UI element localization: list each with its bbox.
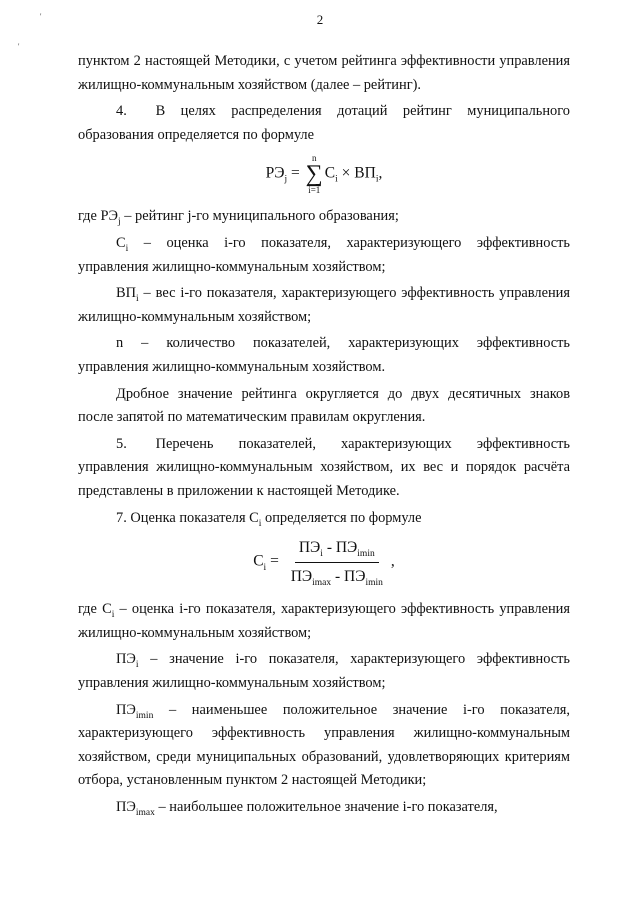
definition-pei: $ПЭ_i$ – значение i-го показателя, характеризующего эффективность управления жилищно-коммунальным хозяйством; bbox=[78, 651, 570, 692]
fraction-denominator: $ПЭ_{imax} - ПЭ_{imin}$ bbox=[290, 567, 383, 588]
paragraph-item-7: 7. Оценка показателя $C_i$ определяется по формуле bbox=[116, 509, 422, 529]
document-body bbox=[78, 50, 570, 823]
paragraph-1: пунктом 2 настоящей Методики, с учетом рейтинга эффективности управления жилищно-коммунальным хозяйством (далее – рейтинг). bbox=[78, 53, 570, 93]
definition-rej: где $РЭ_j$ – рейтинг j-го муниципального образования; bbox=[78, 208, 399, 228]
fraction-numerator: $ПЭ_i - ПЭ_{imin}$ bbox=[295, 536, 379, 563]
item-number-4: 4. bbox=[116, 103, 127, 120]
definition-pei-max: $ПЭ_{imax}$ – наибольшее положительное значение i-го показателя, bbox=[116, 799, 498, 818]
item-number-5: 5. bbox=[116, 435, 127, 452]
definition-ci-2: где $C_i$ – оценка i-го показателя, характеризующего эффективность управления жилищно-коммунальным хозяйством; bbox=[78, 601, 570, 641]
summation-sign: n ∑ i=1 bbox=[305, 153, 323, 196]
paragraph-item-5-text: Перечень показателей, характеризующих эффективность управления жилищно-коммунальным хозяйством, их вес и порядок расчёта представлены в приложении к настоящей Методике. bbox=[78, 435, 570, 499]
rating-formula: $РЭ_j$ = n ∑ i=1 $C_i \times ВП_i$, bbox=[265, 153, 383, 196]
page-number: 2 bbox=[316, 12, 324, 27]
definition-vpi: $ВП_i$ – вес i-го показателя, характеризующего эффективность управления жилищно-коммунальным хозяйством; bbox=[78, 285, 570, 325]
definition-ci: $C_i$ – оценка i-го показателя, характеризующего эффективность управления жилищно-коммунальным хозяйством; bbox=[78, 234, 570, 275]
score-fraction bbox=[287, 536, 387, 588]
paragraph-item-5 bbox=[78, 433, 570, 504]
paragraph-item-4-text: В целях распределения дотаций рейтинг муниципального образования определяется по формуле bbox=[78, 103, 570, 143]
paragraph-item-4 bbox=[78, 100, 570, 147]
score-formula: $C_i$ = $\frac{ПЭ_i - ПЭ_{imin}}{ПЭ_{imax} - ПЭ_{imin}}$ , bbox=[78, 536, 570, 588]
definition-n: n – количество показателей, характеризующих эффективность управления жилищно-коммунальным хозяйством. bbox=[78, 335, 570, 375]
paragraph-rounding: Дробное значение рейтинга округляется до двух десятичных знаков после запятой по математическим правилам округления. bbox=[78, 385, 570, 426]
corner-mark-top: ' bbox=[40, 12, 42, 21]
corner-mark-left: ' bbox=[18, 42, 20, 51]
definition-pei-min: $ПЭ_{imin}$ – наименьшее положительное значение i-го показателя, характеризующего эффективность управления жилищно-коммунальным хозяйством, среди муниципальных образований, удовлетворяющих критериям отбора, установленным пунктом 2 настоящей Методики; bbox=[78, 701, 570, 789]
